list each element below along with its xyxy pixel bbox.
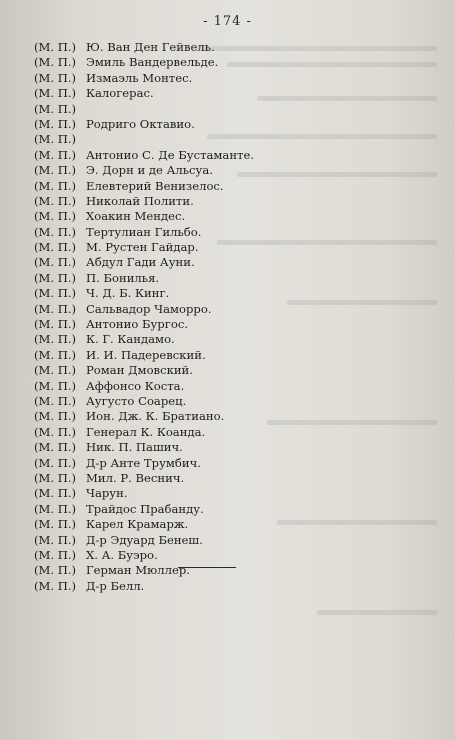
signatory-entry — [34, 533, 254, 548]
signatory-name: Роман Дмовский. — [86, 363, 193, 378]
signatory-entry — [34, 456, 254, 471]
seal-mark: (М. П.) — [34, 286, 77, 301]
seal-mark: (М. П.) — [34, 486, 77, 501]
signatory-name: Калогерас. — [86, 86, 154, 101]
seal-mark: (М. П.) — [34, 455, 77, 470]
seal-mark: (М. П.) — [34, 255, 77, 270]
signatory-name: Николай Полити. — [86, 193, 194, 208]
signatory-entry — [34, 471, 254, 486]
signatory-entry — [34, 40, 254, 55]
signatory-name: Абдул Гади Ауни. — [86, 255, 195, 270]
seal-mark: (М. П.) — [34, 363, 77, 378]
seal-mark: (М. П.) — [34, 55, 77, 70]
signatory-name: Д-р Белл. — [86, 578, 145, 593]
signatory-entry — [34, 425, 254, 440]
signatory-entry — [34, 225, 254, 240]
seal-mark: (М. П.) — [34, 470, 77, 485]
seal-mark: (М. П.) — [34, 147, 77, 162]
signatory-entry — [34, 409, 254, 424]
signatory-name: Генерал К. Коанда. — [86, 424, 206, 439]
signatory-entry — [34, 117, 254, 132]
signatory-name: Э. Дорн и де Альсуа. — [86, 163, 213, 178]
signatory-entry — [34, 317, 254, 332]
seal-mark: (М. П.) — [34, 193, 77, 208]
seal-mark: (М. П.) — [34, 224, 77, 239]
seal-mark: (М. П.) — [34, 301, 77, 316]
signatory-name: Тертулиан Гильбо. — [86, 224, 202, 239]
signatory-entry — [34, 563, 254, 578]
seal-mark: (М. П.) — [34, 40, 77, 54]
signatory-list — [34, 40, 254, 594]
signatory-entry — [34, 163, 254, 178]
seal-mark: (М. П.) — [34, 70, 77, 85]
seal-mark: (М. П.) — [34, 440, 77, 455]
seal-mark: (М. П.) — [34, 547, 77, 562]
signatory-name: Хоакин Мендес. — [86, 209, 186, 224]
closing-rule — [178, 567, 236, 568]
signatory-entry — [34, 332, 254, 347]
signatory-entry — [34, 209, 254, 224]
signatory-entry — [34, 194, 254, 209]
seal-mark: (М. П.) — [34, 86, 77, 101]
bleed-through-text — [237, 172, 437, 177]
bleed-through-text — [267, 420, 437, 425]
signatory-entry — [34, 148, 254, 163]
signatory-entry — [34, 394, 254, 409]
page-number: - 174 - — [203, 14, 252, 29]
signatory-entry — [34, 379, 254, 394]
signatory-entry — [34, 179, 254, 194]
signatory-name: Д-р Анте Трумбич. — [86, 455, 201, 470]
signatory-entry — [34, 71, 254, 86]
signatory-name: Эмиль Вандервельде. — [86, 55, 219, 70]
signatory-name: Аффонсо Коста. — [86, 378, 185, 393]
seal-mark: (М. П.) — [34, 317, 77, 332]
signatory-name: Измаэль Монтес. — [86, 70, 193, 85]
signatory-name: Ион. Дж. К. Братиано. — [86, 409, 225, 424]
seal-mark: (М. П.) — [34, 178, 77, 193]
seal-mark: (М. П.) — [34, 532, 77, 547]
seal-mark: (М. П.) — [34, 393, 77, 408]
seal-mark: (М. П.) — [34, 424, 77, 439]
seal-mark: (М. П.) — [34, 163, 77, 178]
signatory-entry — [34, 502, 254, 517]
seal-mark: (М. П.) — [34, 332, 77, 347]
signatory-entry — [34, 240, 254, 255]
signatory-entry — [34, 517, 254, 532]
bleed-through-text — [317, 610, 437, 615]
signatory-name: Карел Крамарж. — [86, 517, 189, 532]
signatory-entry — [34, 255, 254, 270]
seal-mark: (М. П.) — [34, 578, 77, 593]
signatory-name: Д-р Эдуард Бенеш. — [86, 532, 203, 547]
signatory-name: Ник. П. Пашич. — [86, 440, 183, 455]
seal-mark: (М. П.) — [34, 116, 77, 131]
signatory-name: Родриго Октавио. — [86, 116, 195, 131]
signatory-name: Чарун. — [86, 486, 128, 501]
seal-mark: (М. П.) — [34, 517, 77, 532]
signatory-entry — [34, 348, 254, 363]
signatory-entry — [34, 486, 254, 501]
signatory-name: Елевтерий Венизелос. — [86, 178, 224, 193]
bleed-through-text — [287, 300, 437, 305]
signatory-entry — [34, 102, 254, 117]
signatory-name: Сальвадор Чаморро. — [86, 301, 212, 316]
bleed-through-text — [257, 96, 437, 101]
signatory-name: Трайдос Прабанду. — [86, 501, 204, 516]
signatory-name: П. Бонилья. — [86, 270, 160, 285]
signatory-entry — [34, 271, 254, 286]
seal-mark: (М. П.) — [34, 270, 77, 285]
signatory-name: Мил. Р. Веснич. — [86, 470, 185, 485]
bleed-through-text — [277, 520, 437, 525]
signatory-name: Антонио С. Де Бустаманте. — [86, 147, 255, 162]
signatory-name: Ю. Ван Ден Гейвель. — [86, 40, 215, 54]
seal-mark: (М. П.) — [34, 409, 77, 424]
signatory-entry — [34, 548, 254, 563]
seal-mark: (М. П.) — [34, 132, 77, 147]
signatory-entry — [34, 302, 254, 317]
seal-mark: (М. П.) — [34, 209, 77, 224]
seal-mark: (М. П.) — [34, 347, 77, 362]
signatory-entry — [34, 440, 254, 455]
signatory-entry — [34, 363, 254, 378]
signatory-name: Х. А. Буэро. — [86, 547, 158, 562]
signatory-entry — [34, 132, 254, 147]
seal-mark: (М. П.) — [34, 563, 77, 578]
signatory-entry — [34, 286, 254, 301]
seal-mark: (М. П.) — [34, 101, 77, 116]
seal-mark: (М. П.) — [34, 378, 77, 393]
bleed-through-text — [227, 62, 437, 67]
signatory-entry — [34, 579, 254, 594]
signatory-entry — [34, 86, 254, 101]
signatory-name: Герман Мюллер. — [86, 563, 190, 578]
signatory-name: Ч. Д. Б. Кинг. — [86, 286, 170, 301]
signatory-name: И. И. Падеревский. — [86, 347, 206, 362]
signatory-entry — [34, 55, 254, 70]
signatory-name: Аугусто Соарец. — [86, 393, 187, 408]
signatory-name: К. Г. Кандамо. — [86, 332, 175, 347]
signatory-name: М. Рустен Гайдар. — [86, 240, 199, 255]
seal-mark: (М. П.) — [34, 240, 77, 255]
signatory-name: Антонио Бургос. — [86, 317, 189, 332]
seal-mark: (М. П.) — [34, 501, 77, 516]
